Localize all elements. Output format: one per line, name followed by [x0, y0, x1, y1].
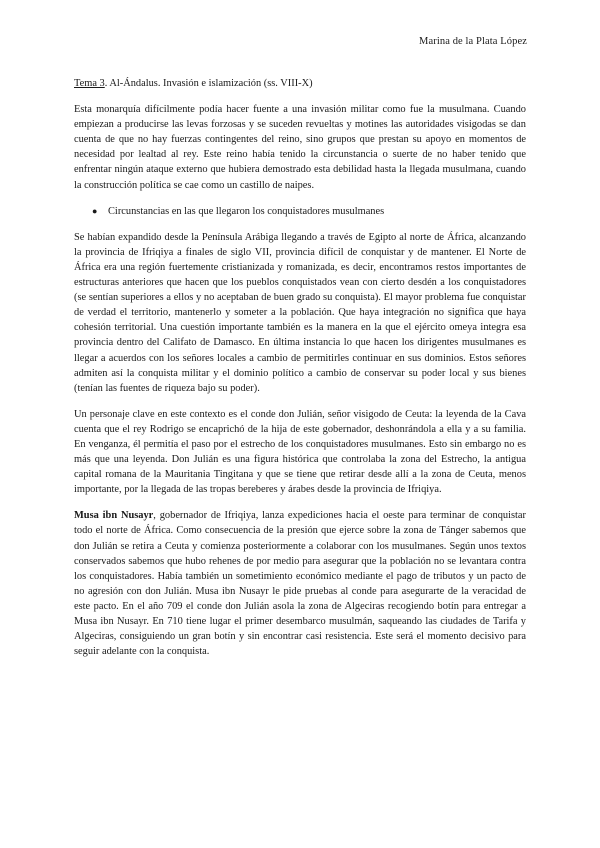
musa-name: Musa ibn Nusayr — [74, 510, 154, 522]
musa-text: , gobernador de Ifriqiya, lanza expediciones hacia el oeste para terminar de conquistar todo el norte de África. Como consecuencia de la presión que ejerce sobre la zona de Tánger sabemos que don Julián se retira a Ceuta y comienza posteriormente a colaborar con los musulmanes. Según unos textos conservados sabemos que hubo rehenes de por medio para asegurar que la población no se levantara contra los conquistadores. Había también un sometimiento económico mediante el pago de tributos y un pacto de no agresión con don Julián. Musa ibn Nusayr le pide pruebas al conde para asegurarte de la veracidad de este pacto. En el año 709 el conde don Julián asola la zona de Algeciras recogiendo botín para entregar a Musa ibn Nusayr. En 710 tiene lugar el primer desembarco musulmán, saqueando las ciudades de Tarifa y Algeciras, consiguiendo un gran botín y sin encontrar casi resistencia. Este será el momento decisivo para seguir adelante con la conquista. — [74, 510, 526, 658]
paragraph-intro: Esta monarquía difícilmente podía hacer fuente a una invasión militar como fue la musulmana. Cuando empiezan a producirse las levas forzosas y se suceden revueltas y motines las autoridades visigodas se dan cuenta de que no hay fuerzas contingentes del reino, sino grupos que prestan su apoyo en momentos de necesidad por lealtad al rey. Este reino había tenido la circunstancia o suerte de no haber tenido que enfrentar ningún ataque externo que hubiera demostrado esta debilidad hasta la llegada musulmana, cuando la construcción política se cae como un castillo de naipes. — [74, 104, 526, 191]
bullet-icon: ● — [92, 205, 98, 216]
bullet-item — [92, 204, 526, 219]
author-name: Marina de la Plata López — [419, 36, 527, 47]
paragraph-don-julian: Un personaje clave en este contexto es el conde don Julián, señor visigodo de Ceuta: la leyenda de la Cava cuenta que el rey Rodrigo se encaprichó de la hija de este gobernador, deshonrándola a ella y a su familia. En venganza, él permitía el paso por el estrecho de los conquistadores musulmanes. Esto sin embargo no es más que una leyenda. Don Julián es una figura histórica que controlaba la zona del Estrecho, la antigua capital romana de la Mauritania Tingitana y que se tiene que retirar desde allí a la zona de Ceuta, menos importante, por la llegada de las tropas bereberes y árabes desde la provincia de Ifriqiya. — [74, 408, 526, 496]
bullet-text: Circunstancias en las que llegaron los conquistadores musulmanes — [108, 205, 385, 217]
topic-heading — [74, 76, 526, 91]
topic-label: Tema 3 — [74, 78, 105, 89]
paragraph-musa — [74, 508, 526, 659]
paragraph-expansion: Se habían expandido desde la Península Arábiga llegando a través de Egipto al norte de África, alcanzando la provincia de Ifriqiya a finales de siglo VII, provincia difícil de conquistar y de mantener. El Norte de África era una región fuertemente cristianizada y romanizada, es decir, encontramos restos importantes de estructuras anteriores que hacen que los pueblos conquistados vean con cierto desdén a los conquistadores (se sentían superiores a ellos y no aceptaban de buen grado su conquista). El mayor problema fue conquistar de verdad el territorio, mantenerlo y someter a la población. Que haya integración no significa que haya cohesión territorial. Una cuestión importante también es la manera en la que el ejército omeya integra esa provincia dentro del Califato de Damasco. En última instancia lo que hacen los dirigentes musulmanes es llegar a acuerdos con los señores locales a cambio de permitirles continuar en sus dominios. Estos señores admiten así la conquista militar y el dominio político a cambio de conservar su poder local y sus bienes (tenían las fuentes de riqueza bajo su poder). — [74, 231, 526, 394]
topic-title: . Al-Ándalus. Invasión e islamización (ss. VIII-X) — [104, 78, 313, 89]
document-body — [74, 76, 526, 670]
